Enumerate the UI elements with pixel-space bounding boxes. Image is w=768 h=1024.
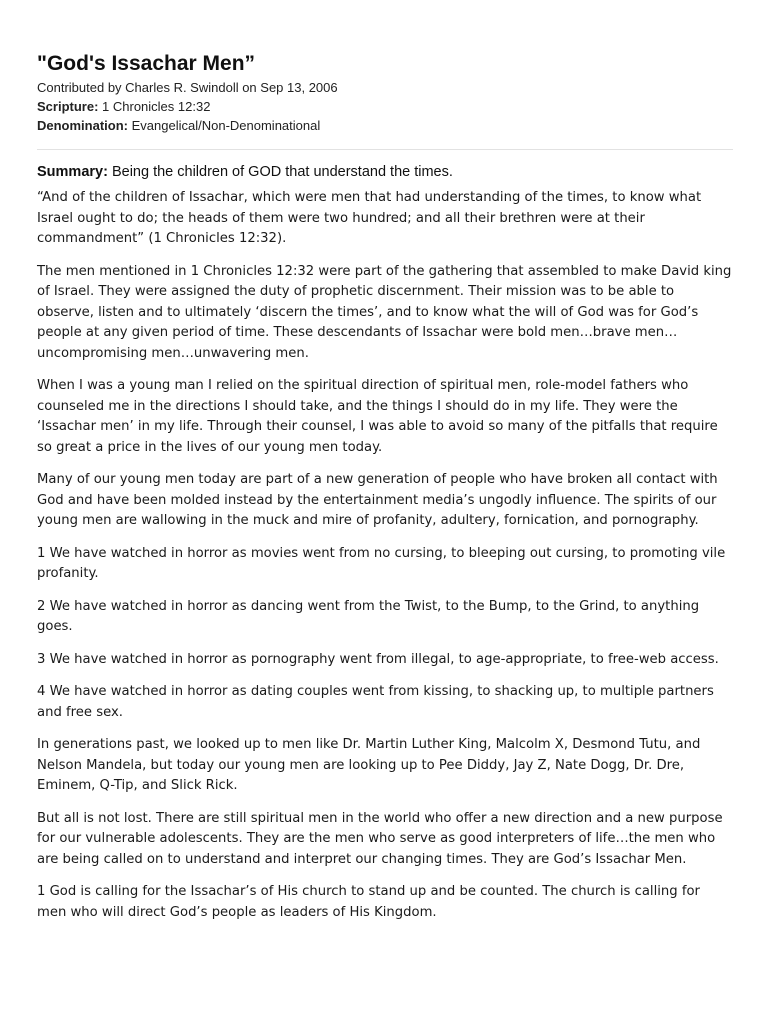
denomination-label: Denomination: <box>37 118 128 133</box>
contributor-line: Contributed by Charles R. Swindoll on Sep 13, 2006 <box>37 80 338 95</box>
document-metadata <box>37 78 733 135</box>
paragraph: Many of our young men today are part of a new generation of people who have broken all contact with God and have been molded instead by the entertainment media’s ungodly influence. The spirits of our young men are wallowing in the muck and mire of profanity, adultery, fornication, and pornography. <box>37 472 718 528</box>
document-page <box>37 50 733 935</box>
paragraph: When I was a young man I relied on the spiritual direction of spiritual men, role-model fathers who counseled me in the directions I should take, and the things I should do in my life. They were the ‘Issachar men’ in my life. Through their counsel, I was able to avoid so many of the pitfalls that require so great a price in the lives of our young men today. <box>37 378 718 455</box>
paragraph: “And of the children of Issachar, which were men that had understanding of the times, to know what Israel ought to do; the heads of them were two hundred; and all their brethren were at their commandment” (1 Chronicles 12:32). <box>37 190 702 246</box>
denomination-value: Evangelical/Non-Denominational <box>131 118 321 133</box>
paragraph: But all is not lost. There are still spiritual men in the world who offer a new direction and a new purpose for our vulnerable adolescents. They are the men who serve as good interpreters of life…the men who are being called on to understand and interpret our changing times. They are God’s Issachar Men. <box>37 810 723 867</box>
list-item: 1 We have watched in horror as movies went from no cursing, to bleeping out cursing, to promoting vile profanity. <box>37 545 726 581</box>
summary-label: Summary: <box>37 164 108 180</box>
paragraph: 1 God is calling for the Issachar’s of His church to stand up and be counted. The church is calling for men who will direct God’s people as leaders of His Kingdom. <box>37 884 700 920</box>
paragraph: In generations past, we looked up to men like Dr. Martin Luther King, Malcolm X, Desmond Tutu, and Nelson Mandela, but today our young men are looking up to Pee Diddy, Jay Z, Nate Dogg, Dr. Dre, Eminem, Q-Tip, and Slick Rick. <box>37 737 701 793</box>
denomination-line <box>37 116 733 135</box>
document-title: "God's Issachar Men” <box>37 52 256 75</box>
summary-text: Being the children of GOD that understand the times. <box>111 164 453 180</box>
body-text <box>37 188 733 923</box>
list-item: 2 We have watched in horror as dancing went from the Twist, to the Bump, to the Grind, to anything goes. <box>37 598 700 634</box>
header-divider <box>37 149 733 150</box>
summary <box>37 162 733 182</box>
paragraph: The men mentioned in 1 Chronicles 12:32 were part of the gathering that assembled to make David king of Israel. They were assigned the duty of prophetic discernment. Their mission was to be able to observe, listen and to ultimately ‘discern the times’, and to know what the will of God was for God’s people at any given period of time. These descendants of Issachar were bold men…brave men… uncompromising men…unwavering men. <box>37 263 732 361</box>
scripture-line <box>37 97 733 116</box>
list-item: 3 We have watched in horror as pornography went from illegal, to age-appropriate, to free-web access. <box>37 651 719 667</box>
scripture-label: Scripture: <box>37 99 99 114</box>
list-item: 4 We have watched in horror as dating couples went from kissing, to shacking up, to multiple partners and free sex. <box>37 684 714 720</box>
scripture-value: 1 Chronicles 12:32 <box>102 99 211 114</box>
